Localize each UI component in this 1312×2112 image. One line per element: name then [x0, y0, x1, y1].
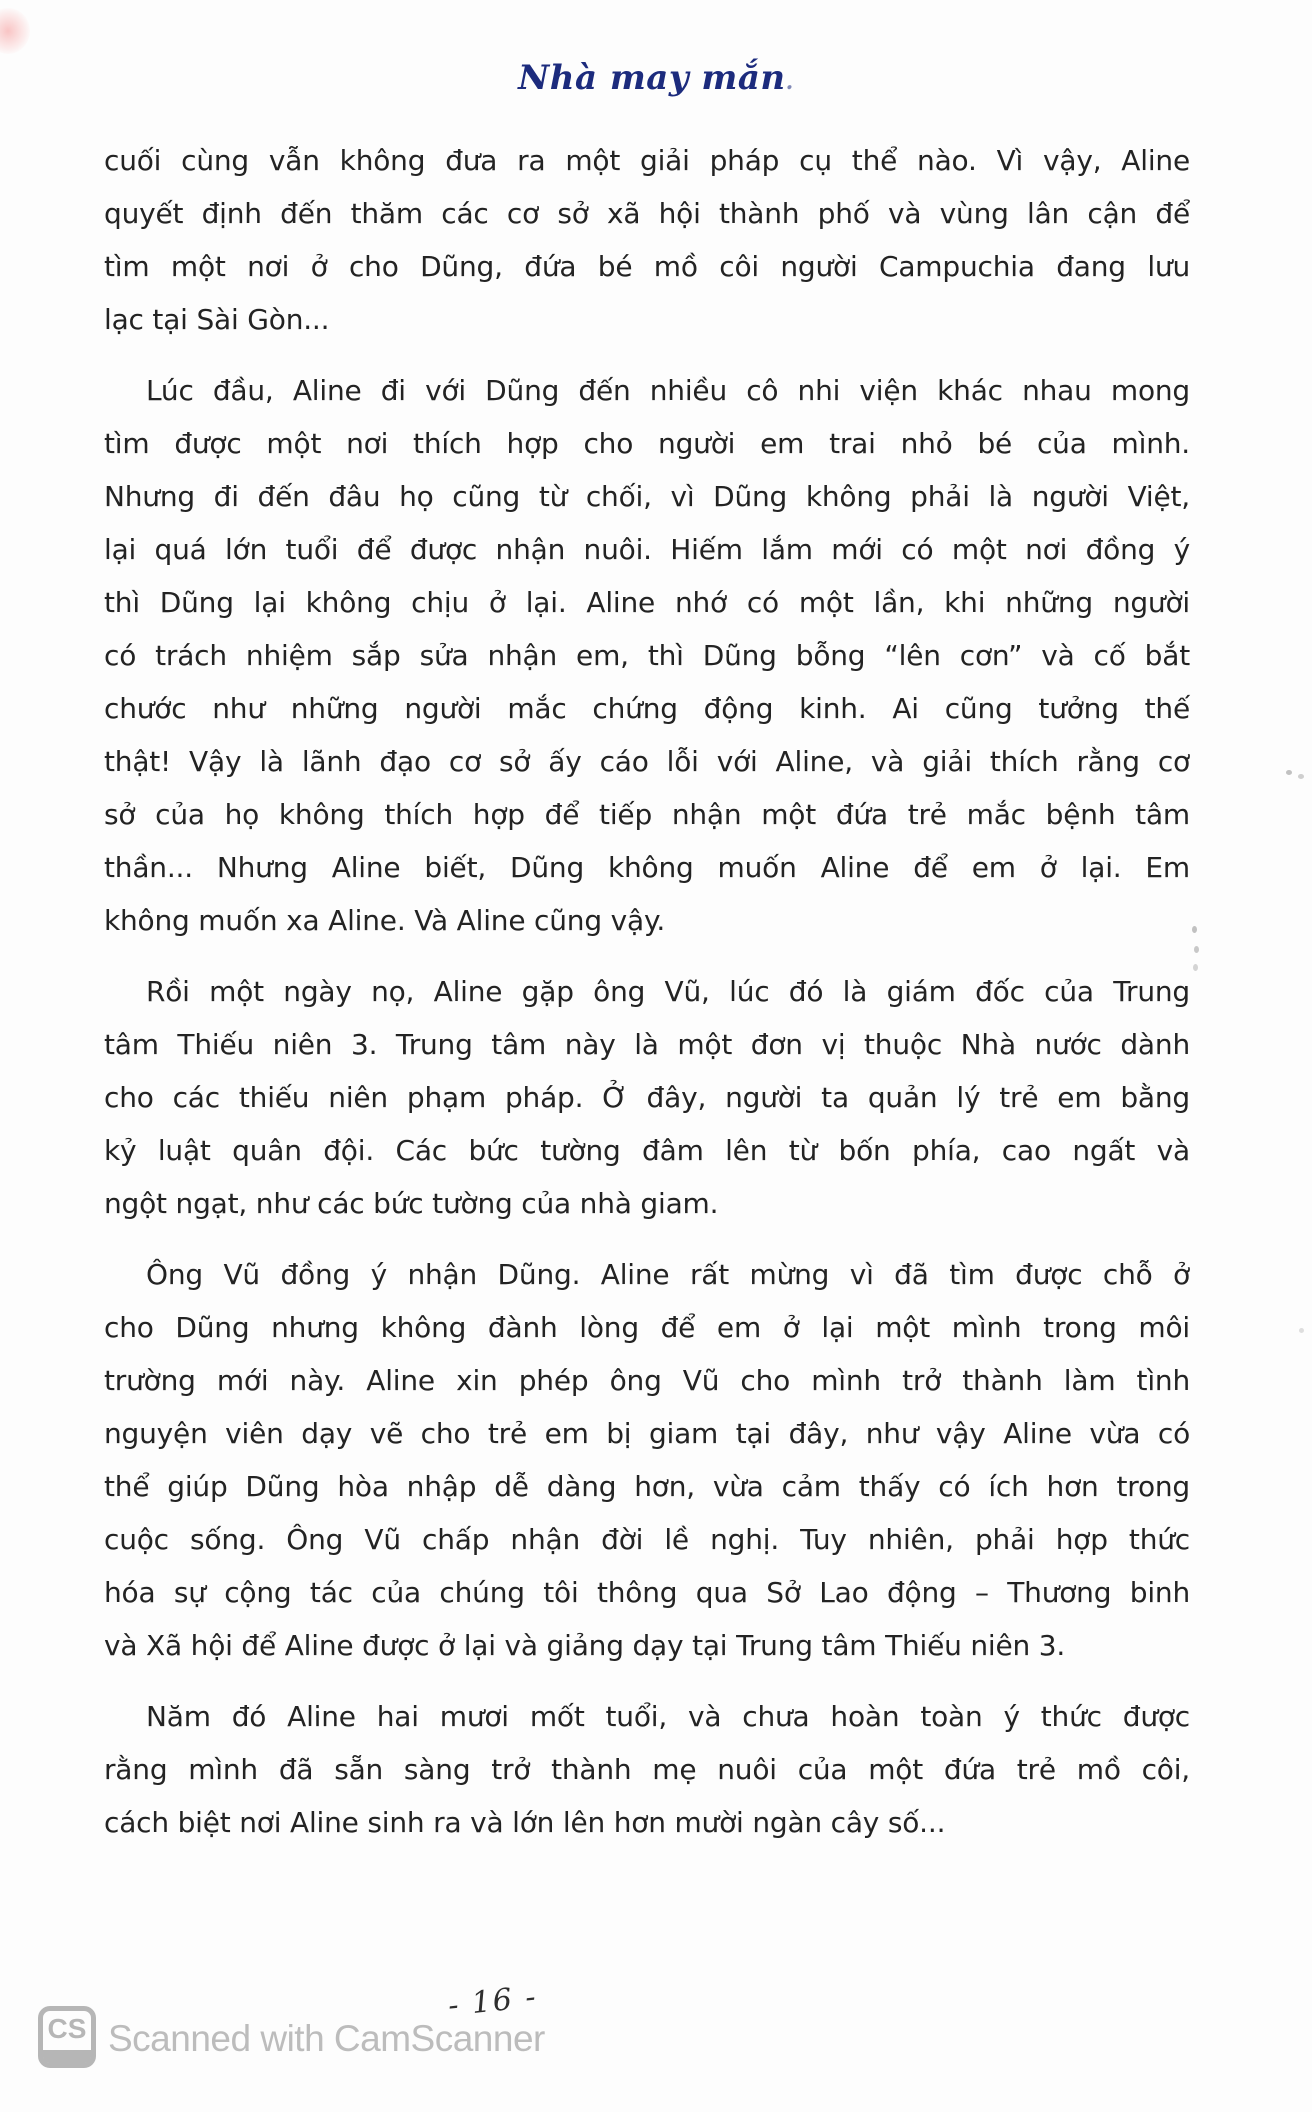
camscanner-logo-text: CS: [47, 2013, 87, 2044]
text-line: Năm đó Aline hai mươi mốt tuổi, và chưa hoàn toàn ý thức được: [146, 1700, 1190, 1733]
text-line: và Xã hội để Aline được ở lại và giảng dạy tại Trung tâm Thiếu niên 3.: [104, 1629, 1066, 1662]
text-line: cho Dũng nhưng không đành lòng để em ở lại một mình trong môi: [104, 1311, 1190, 1344]
text-line: trường mới này. Aline xin phép ông Vũ cho mình trở thành làm tình: [104, 1364, 1190, 1397]
paragraph: [104, 364, 1190, 947]
scan-artifact: [0, 8, 30, 54]
text-line: không muốn xa Aline. Và Aline cũng vậy.: [104, 904, 666, 937]
text-line: thật! Vậy là lãnh đạo cơ sở ấy cáo lỗi với Aline, và giải thích rằng cơ: [104, 745, 1190, 778]
text-line: Lúc đầu, Aline đi với Dũng đến nhiều cô nhi viện khác nhau mong: [146, 374, 1190, 407]
text-line: rằng mình đã sẵn sàng trở thành mẹ nuôi của một đứa trẻ mồ côi,: [104, 1753, 1190, 1786]
paragraph: [104, 1248, 1190, 1672]
text-line: tìm một nơi ở cho Dũng, đứa bé mồ côi người Campuchia đang lưu: [104, 250, 1190, 283]
paragraph: [104, 1690, 1190, 1849]
text-line: thì Dũng lại không chịu ở lại. Aline nhớ có một lần, khi những người: [104, 586, 1190, 619]
text-line: lại quá lớn tuổi để được nhận nuôi. Hiếm lắm mới có một nơi đồng ý: [104, 533, 1190, 566]
text-line: lạc tại Sài Gòn...: [104, 303, 330, 336]
page-title: [0, 58, 1312, 98]
paragraph: [104, 965, 1190, 1230]
scan-artifact: [1299, 1328, 1304, 1333]
text-line: cuối cùng vẫn không đưa ra một giải pháp cụ thể nào. Vì vậy, Aline: [104, 144, 1190, 177]
camscanner-watermark-label: Scanned with CamScanner: [108, 2018, 545, 2059]
text-line: Nhưng đi đến đâu họ cũng từ chối, vì Dũng không phải là người Việt,: [104, 480, 1190, 513]
text-line: Rồi một ngày nọ, Aline gặp ông Vũ, lúc đó là giám đốc của Trung: [146, 975, 1190, 1008]
text-line: cuộc sống. Ông Vũ chấp nhận đời lề nghị. Tuy nhiên, phải hợp thức: [104, 1523, 1190, 1556]
text-line: cách biệt nơi Aline sinh ra và lớn lên hơn mười ngàn cây số...: [104, 1806, 946, 1839]
text-line: cho các thiếu niên phạm pháp. Ở đây, người ta quản lý trẻ em bằng: [104, 1081, 1190, 1114]
text-line: Ông Vũ đồng ý nhận Dũng. Aline rất mừng vì đã tìm được chỗ ở: [146, 1258, 1190, 1291]
text-line: có trách nhiệm sắp sửa nhận em, thì Dũng bỗng “lên cơn” và cố bắt: [104, 639, 1190, 672]
text-line: tìm được một nơi thích hợp cho người em trai nhỏ bé của mình.: [104, 427, 1190, 460]
text-line: kỷ luật quân đội. Các bức tường đâm lên từ bốn phía, cao ngất và: [104, 1134, 1190, 1167]
text-line: ngột ngạt, như các bức tường của nhà giam.: [104, 1187, 719, 1220]
page-number: - 16 -: [446, 1979, 540, 2024]
text-line: tâm Thiếu niên 3. Trung tâm này là một đơn vị thuộc Nhà nước dành: [104, 1028, 1190, 1061]
text-line: chước như những người mắc chứng động kinh. Ai cũng tưởng thế: [104, 692, 1190, 725]
text-line: thể giúp Dũng hòa nhập dễ dàng hơn, vừa cảm thấy có ích hơn trong: [104, 1470, 1190, 1503]
body-text: [104, 134, 1190, 1849]
text-line: sở của họ không thích hợp để tiếp nhận một đứa trẻ mắc bệnh tâm: [104, 798, 1190, 831]
page-title-trailing-dot: .: [785, 69, 794, 95]
page-title-text: Nhà may mắn: [518, 58, 786, 98]
scan-artifact: [1192, 926, 1197, 933]
camscanner-logo-icon: [38, 2006, 96, 2068]
text-line: thần... Nhưng Aline biết, Dũng không muốn Aline để em ở lại. Em: [104, 851, 1190, 884]
paragraph: [104, 134, 1190, 346]
camscanner-logo-bar: [43, 2050, 91, 2063]
text-line: nguyện viên dạy vẽ cho trẻ em bị giam tại đây, như vậy Aline vừa có: [104, 1417, 1190, 1450]
scan-artifact: [1286, 770, 1292, 775]
text-line: hóa sự cộng tác của chúng tôi thông qua Sở Lao động – Thương binh: [104, 1576, 1190, 1609]
text-line: quyết định đến thăm các cơ sở xã hội thành phố và vùng lân cận để: [104, 197, 1190, 230]
